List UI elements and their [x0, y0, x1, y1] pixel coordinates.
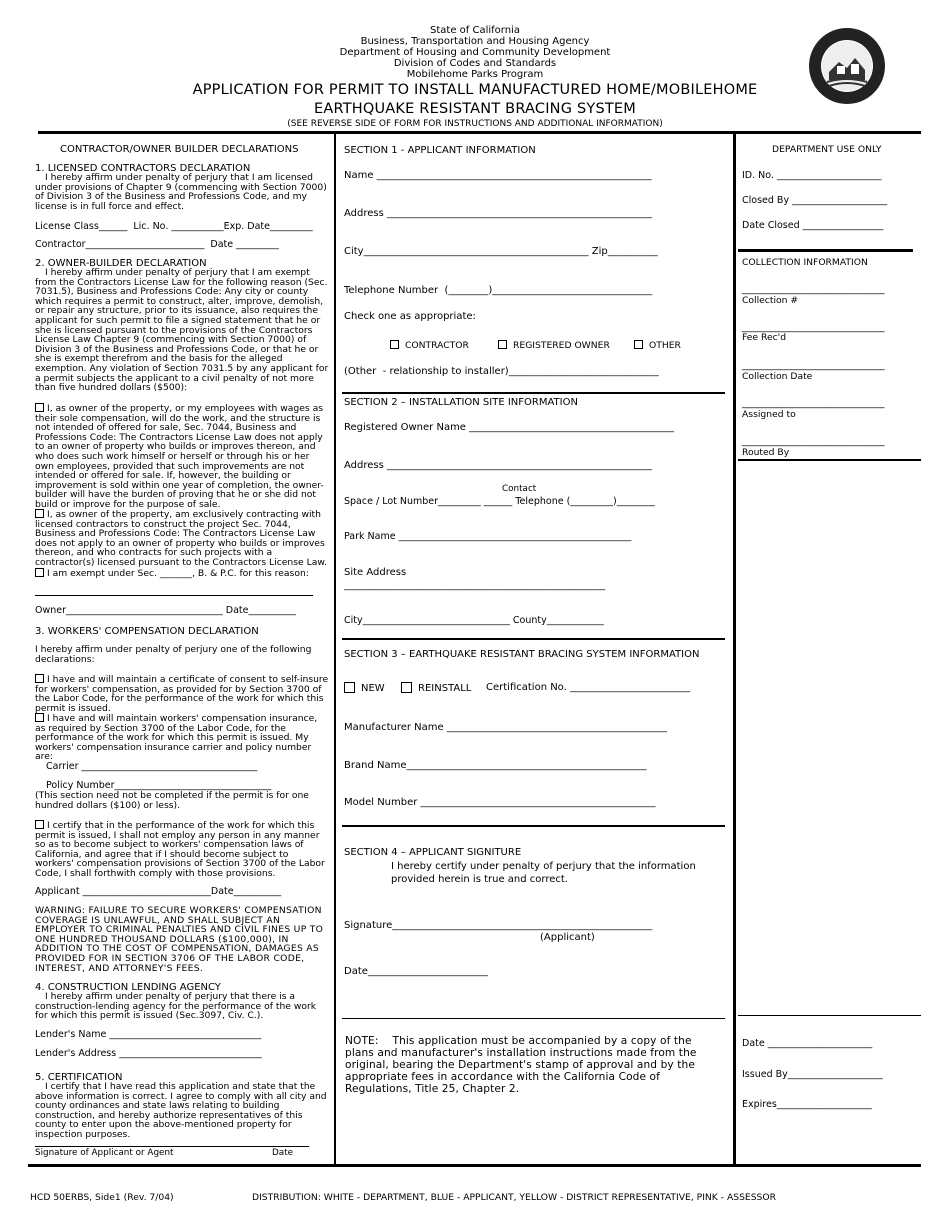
carrier-field[interactable]: Carrier _____________________________________	[46, 761, 258, 772]
s2-option2-checkbox[interactable]	[35, 509, 44, 518]
routed-by-label: Routed By	[742, 447, 790, 458]
fee-recd-label: Fee Rec'd	[742, 332, 787, 343]
note-label: NOTE:	[345, 1035, 379, 1047]
reinstall-label: REINSTALL	[418, 683, 472, 694]
new-checkbox[interactable]	[344, 682, 355, 693]
option-contractor[interactable]	[390, 340, 469, 351]
option-registered-owner[interactable]	[498, 340, 610, 351]
telephone-field[interactable]: Telephone Number (________)________________________________	[344, 285, 653, 296]
s1-title: 1. LICENSED CONTRACTORS DECLARATION	[35, 163, 251, 174]
option-new[interactable]	[344, 682, 385, 694]
manufacturer-name-field[interactable]: Manufacturer Name ____________________________________________	[344, 722, 667, 733]
date-closed-field[interactable]: Date Closed _________________	[742, 220, 884, 231]
s2-option-2	[35, 509, 329, 568]
sec3-rule	[342, 638, 725, 640]
sec1-title: SECTION 1 - APPLICANT INFORMATION	[344, 145, 536, 156]
distribution-text: DISTRIBUTION: WHITE - DEPARTMENT, BLUE - APPLICANT, YELLOW - DISTRICT REPRESENTATIVE, PINK - ASSESSOR	[252, 1192, 776, 1203]
option-other[interactable]	[634, 340, 681, 351]
s1-body: I hereby affirm under penalty of perjury that I am licensed under provisions of Chapter 9 (commencing with Section 7000) of Division 3 of the Business and Professions Code, and my license is in full force and effect.	[35, 172, 327, 212]
s3-option3-text: I certify that in the performance of the work for which this permit is issued, I shall not employ any person in any manner so as to become subject to workers' compensation laws of California, and agree that if I should become subject to workers' compensation provisions of Section 3700 of the Labor Code, I shall forthwith comply with those provisions.	[35, 820, 325, 879]
applicant-field[interactable]: Applicant ___________________________Date__________	[35, 886, 282, 897]
issued-by-field[interactable]: Issued By____________________	[742, 1069, 883, 1080]
s2-option1-checkbox[interactable]	[35, 403, 44, 412]
form-title-line1: APPLICATION FOR PERMIT TO INSTALL MANUFACTURED HOME/MOBILEHOME	[192, 82, 758, 98]
s3-option1-text: I have and will maintain a certificate of consent to self-insure for workers' compensation, as provided for by Section 3700 of the Labor Code, for the performance of the work for which this permit is issued.	[35, 674, 329, 714]
s3-title: 3. WORKERS' COMPENSATION DECLARATION	[35, 626, 259, 637]
check-label: Check one as appropriate:	[344, 311, 476, 322]
city-zip-field[interactable]: City_____________________________________________ Zip__________	[344, 246, 658, 257]
assigned-to-label: Assigned to	[742, 409, 796, 420]
left-heading: CONTRACTOR/OWNER BUILDER DECLARATIONS	[60, 144, 299, 155]
other-checkbox[interactable]	[634, 340, 643, 349]
column-divider-right	[733, 134, 736, 1165]
s5-title: 5. CERTIFICATION	[35, 1072, 123, 1083]
s2-option2-text: I, as owner of the property, am exclusively contracting with licensed contractors to construct the project Sec. 7044, Business and Professions Code: The Contractors License Law does not apply to an owner of property who builds or improves thereon, and who contracts for such projects with a contractor(s) licensed pursuant to the Contractors License Law.	[35, 509, 327, 568]
contact-label: Contact	[502, 484, 537, 494]
contractor-checkbox[interactable]	[390, 340, 399, 349]
s3-option2-text: I have and will maintain workers' compensation insurance, as required by Section 3700 of the Labor Code, for the performance of the work for which this permit is issued. My workers' compensation insurance carrier and policy number are:	[35, 713, 318, 763]
registered-owner-name-field[interactable]: Registered Owner Name _________________________________________	[344, 422, 675, 433]
space-lot-telephone-field[interactable]: Space / Lot Number_________ ______ Telephone (_________)________	[344, 496, 655, 507]
name-field[interactable]: Name _______________________________________________________	[344, 170, 652, 181]
closed-by-field[interactable]: Closed By ____________________	[742, 195, 888, 206]
s3-option3-checkbox[interactable]	[35, 820, 44, 829]
column-divider-left	[334, 134, 336, 1165]
policy-number-field[interactable]: Policy Number_________________________________	[46, 780, 272, 791]
model-number-field[interactable]: Model Number _______________________________________________	[344, 797, 656, 808]
header-line: Department of Housing and Community Development	[339, 47, 611, 58]
top-rule	[38, 131, 921, 134]
sec2-rule	[342, 392, 725, 394]
other-label: OTHER	[649, 340, 681, 351]
sec4-title: SECTION 4 – APPLICANT SIGNITURE	[344, 847, 522, 858]
collection-date-label: Collection Date	[742, 371, 813, 382]
header-line: State of California	[430, 25, 520, 36]
s2-body: I hereby affirm under penalty of perjury that I am exempt from the Contractors License Law for the following reason (Sec. 7031.5), Business and Professions Code: Any city or county which requires a permit to construct, alter, improve, demolish, or repair any structure, prior to its issuance, also requires the applicant for such permit to file a signed statement that he or she is licensed pursuant to the provisions of the Contractors License Law Chapter 9 (commencing with Section 7000) of Division 3 of the Business and Professions Code, or that he or she is exempt therefrom and the basis for the alleged exemption. Any violation of Section 7031.5 by any applicant for a permit subjects the applicant to a civil penalty of not more than five hundred dollars ($500):	[35, 267, 329, 394]
brand-name-field[interactable]: Brand Name________________________________________________	[344, 760, 647, 771]
collection-blank-5[interactable]: ______________________________	[742, 436, 885, 447]
date-field[interactable]: Date________________________	[344, 966, 488, 977]
contractor-label: CONTRACTOR	[405, 340, 469, 351]
collection-blank-1[interactable]: ______________________________	[742, 284, 885, 295]
hcd-seal-icon	[807, 26, 887, 106]
collection-blank-2[interactable]: ______________________________	[742, 322, 885, 333]
bottom-rule	[28, 1164, 921, 1167]
new-label: NEW	[361, 683, 385, 694]
license-field[interactable]: License Class______ Lic. No. ___________Exp. Date_________	[35, 221, 313, 232]
collection-blank-4[interactable]: ______________________________	[742, 398, 885, 409]
registered-owner-checkbox[interactable]	[498, 340, 507, 349]
s2-option-3	[35, 568, 329, 579]
s3-option-3	[35, 820, 329, 879]
s3-note: (This section need not be completed if the permit is for one hundred dollars ($100) or less).	[35, 790, 309, 811]
s2-option1-text: I, as owner of the property, or my employees with wages as their sole compensation, will do the work, and the structure is not intended of offered for sale, Sec. 7044, Business and Professions Code: The Contractors License Law does not apply to an owner of property who builds or improves thereon, and who does such work himself or herself or through his or her own employees, provided that such improvements are not intended or offered for sale. If, however, the building or improvement is sold within one year of completion, the owner-builder will have the burden of proving that he or she did not build or improve for the purpose of sale.	[35, 403, 324, 510]
s2-option3-text: I am exempt under Sec. _______, B. & P.C. for this reason:	[47, 568, 309, 579]
lender-address-field[interactable]: Lender's Address ______________________________	[35, 1048, 262, 1059]
s3-option-2	[35, 713, 329, 762]
s4-title: 4. CONSTRUCTION LENDING AGENCY	[35, 982, 221, 993]
warning-text: WARNING: FAILURE TO SECURE WORKERS' COMPENSATION COVERAGE IS UNLAWFUL, AND SHALL SUBJECT AN EMPLOYER TO CRIMINAL PENALTIES AND CIVIL FINES UP TO ONE HUNDRED THOUSAND DOLLARS ($100,000), IN ADDITION TO THE COST OF COMPENSATION, DAMAGES AS PROVIDED FOR IN SECTION 3706 OF THE LABOR CODE, INTEREST, AND ATTORNEY'S FEES.	[35, 905, 324, 974]
header-line: Mobilehome Parks Program	[406, 69, 544, 80]
exempt-reason-line[interactable]	[35, 595, 313, 596]
note	[345, 1035, 720, 1095]
certification-no-field[interactable]: Certification No. ________________________	[486, 682, 690, 693]
site-address-top-field[interactable]: Address _____________________________________________________	[344, 460, 653, 471]
sec4-rule	[342, 825, 725, 827]
collection-info-heading: COLLECTION INFORMATION	[742, 257, 868, 268]
department-use-heading: DEPARTMENT USE ONLY	[772, 144, 882, 155]
reinstall-checkbox[interactable]	[401, 682, 412, 693]
applicant-label: (Applicant)	[540, 932, 595, 943]
s3-option2-checkbox[interactable]	[35, 713, 44, 722]
note-body: This application must be accompanied by a copy of the plans and manufacturer's installation instructions made from the original, bearing the Department's stamp of approval and by the appropriate fees in accordance with the California Code of Regulations, Title 25, Chapter 2.	[345, 1035, 697, 1095]
collection-blank-3[interactable]: ______________________________	[742, 360, 885, 371]
sec3-title: SECTION 3 – EARTHQUAKE RESISTANT BRACING SYSTEM INFORMATION	[344, 649, 700, 660]
park-name-field[interactable]: Park Name _________________________________________________	[344, 531, 632, 542]
signature-agent-label: Signature of Applicant or Agent	[35, 1148, 174, 1158]
id-no-field[interactable]: ID. No. ______________________	[742, 170, 882, 181]
sec4-body: I hereby certify under penalty of perjury that the information provided herein is true and correct.	[391, 861, 696, 885]
city-county-field[interactable]: City_______________________________ County____________	[344, 615, 604, 626]
form-subtitle: (SEE REVERSE SIDE OF FORM FOR INSTRUCTIONS AND ADDITIONAL INFORMATION)	[287, 119, 663, 129]
contractor-field[interactable]: Contractor_________________________ Date _________	[35, 239, 279, 250]
address-field[interactable]: Address _____________________________________________________	[344, 208, 653, 219]
expires-field[interactable]: Expires____________________	[742, 1099, 872, 1110]
s3-option-1	[35, 674, 329, 713]
lender-name-field[interactable]: Lender's Name ________________________________	[35, 1029, 262, 1040]
owner-field[interactable]: Owner_________________________________ Date__________	[35, 605, 296, 616]
s2-title: 2. OWNER-BUILDER DECLARATION	[35, 258, 207, 269]
note-rule	[342, 1018, 725, 1019]
signature-field[interactable]: Signature____________________________________________________	[344, 920, 653, 931]
issue-date-field[interactable]: Date ______________________	[742, 1038, 873, 1049]
other-relationship-field[interactable]: (Other - relationship to installer)______________________________	[344, 366, 659, 377]
site-address-label: Site Address	[344, 567, 407, 578]
collection-rule	[738, 249, 913, 252]
s2-option3-checkbox[interactable]	[35, 568, 44, 577]
s4-body: I hereby affirm under penalty of perjury that there is a construction-lending agency for the performance of the work for which this permit is issued (Sec.3097, Civ. C.).	[35, 991, 317, 1022]
signature-date-label: Date	[272, 1148, 294, 1158]
form-id: HCD 50ERBS, Side1 (Rev. 7/04)	[30, 1192, 174, 1203]
signature-agent-line[interactable]	[35, 1146, 309, 1147]
sec2-title: SECTION 2 – INSTALLATION SITE INFORMATION	[344, 397, 578, 408]
s3-body: I hereby affirm under penalty of perjury one of the following declarations:	[35, 644, 312, 665]
s2-option-1	[35, 403, 329, 510]
s5-body: I certify that I have read this application and state that the above information is correct. I agree to comply with all city and county ordinances and state laws relating to building construction, and hereby authorize representatives of this county to enter upon the above-mentioned property for inspection purposes.	[35, 1081, 327, 1140]
routed-rule	[738, 459, 921, 461]
header-line: Division of Codes and Standards	[393, 58, 557, 69]
issue-rule	[738, 1015, 921, 1016]
s3-option1-checkbox[interactable]	[35, 674, 44, 683]
header-line: Business, Transportation and Housing Agency	[360, 36, 590, 47]
collection-no-label: Collection #	[742, 295, 799, 306]
registered-owner-label: REGISTERED OWNER	[513, 340, 610, 351]
form-title-line2: EARTHQUAKE RESISTANT BRACING SYSTEM	[314, 101, 636, 117]
option-reinstall[interactable]	[401, 682, 471, 694]
site-address-field[interactable]: _______________________________________________________	[344, 580, 606, 591]
